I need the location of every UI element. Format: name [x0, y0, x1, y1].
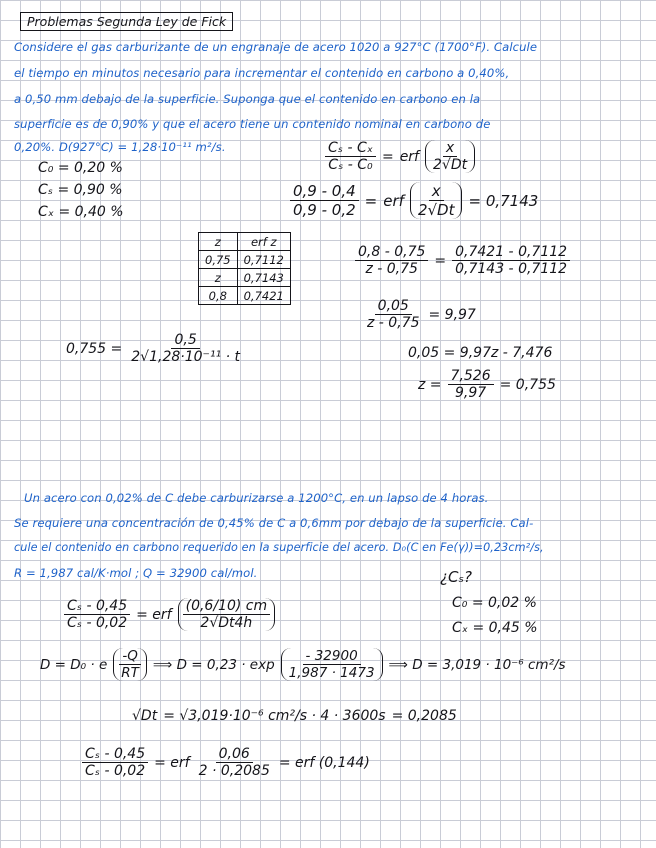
table-header-z: z	[199, 233, 238, 251]
problem2-line-1: Un acero con 0,02% de C debe carburizarse a 1200°C, en un lapso de 4 horas.	[24, 491, 489, 505]
problem1-final-equation: 0,755 = $\frac{0,5}{\text{2√1,28·10⁻¹¹ · t}}$	[66, 332, 240, 365]
problem2-equation-1: $\frac{\text{Cₛ - 0,45}}{\text{Cₛ - 0,02}}$ = erf $\frac{(0,6/10) cm}{2√Dt4h}$	[64, 598, 275, 631]
problem2-line-4: R = 1,987 cal/K·mol ; Q = 32900 cal/mol.	[14, 566, 258, 580]
problem2-diffusion-equation: D = D₀ · e $\frac{-Q}{RT}$ ⟹ D = 0,23 · exp $\frac{- 32900}{1,987 \cdot 1473}$ ⟹ D = 3,019 · 10⁻⁶ cm²/s	[40, 648, 566, 681]
problem1-line-2: el tiempo en minutos necesario para incrementar el contenido en carbono a 0,40%,	[14, 66, 510, 80]
given-c0: C₀ = 0,20 %	[38, 160, 123, 176]
interpolation-step-3: 0,05 = 9,97z - 7,476	[408, 345, 553, 361]
problem2-line-3: cule el contenido en carbono requerido en la superficie del acero. D₀(C en Fe(γ))=0,23cm²/s,	[14, 541, 544, 554]
table-row: z 0,7143	[199, 269, 291, 287]
problem1-line-1: Considere el gas carburizante de un engranaje de acero 1020 a 927°C (1700°F). Calcule	[14, 40, 538, 54]
interpolation-result: z = $\frac{7,526}{9,97}$ = 0,755	[418, 368, 556, 401]
problem1-line-3: a 0,50 mm debajo de la superficie. Suponga que el contenido en carbono en la	[14, 92, 481, 106]
problem1-equation-1: $\frac{\text{Cₛ - Cₓ}}{\text{Cₛ - C₀}}$ = erf $\frac{x}{2√Dt}$	[325, 140, 475, 173]
problem2-given-c0: C₀ = 0,02 %	[452, 595, 537, 611]
given-cs: Cₛ = 0,90 %	[38, 182, 123, 198]
interpolation-step-2: $\frac{0,05}{z - 0,75}$ = 9,97	[367, 298, 476, 331]
problem1-line-5: 0,20%. D(927°C) = 1,28·10⁻¹¹ m²/s.	[14, 140, 226, 154]
interpolation-equation: $\frac{0,8 - 0,75}{z - 0,75}$ = $\frac{0,7421 - 0,7112}{0,7143 - 0,7112}$	[355, 244, 570, 277]
problem2-sqrt-equation: √Dt = √3,019·10⁻⁶ cm²/s · 4 · 3600s = 0,2085	[132, 708, 457, 724]
table-row	[199, 233, 291, 251]
problem1-equation-2: $\frac{0,9 - 0,4}{0,9 - 0,2}$ = erf $\frac{x}{2√Dt}$ = 0,7143	[290, 182, 538, 219]
table-row: 0,8 0,7421	[199, 287, 291, 305]
problem2-final-equation: $\frac{\text{Cₛ - 0,45}}{\text{Cₛ - 0,02}}$ = erf $\frac{0,06}{2 \cdot 0,2085}$ = erf (0,144)	[82, 746, 370, 779]
table-header-erf: erf z	[237, 233, 290, 251]
problem2-line-2: Se requiere una concentración de 0,45% de C a 0,6mm por debajo de la superficie. Cal-	[14, 516, 534, 530]
given-cx: Cₓ = 0,40 %	[38, 204, 124, 220]
page-title: Problemas Segunda Ley de Fick	[20, 12, 233, 31]
problem2-question: ¿Cₛ?	[440, 568, 472, 586]
problem2-given-cx: Cₓ = 0,45 %	[452, 620, 538, 636]
erf-table	[198, 232, 291, 305]
problem1-line-4: superficie es de 0,90% y que el acero tiene un contenido nominal en carbono de	[14, 117, 491, 131]
table-row: 0,75 0,7112	[199, 251, 291, 269]
